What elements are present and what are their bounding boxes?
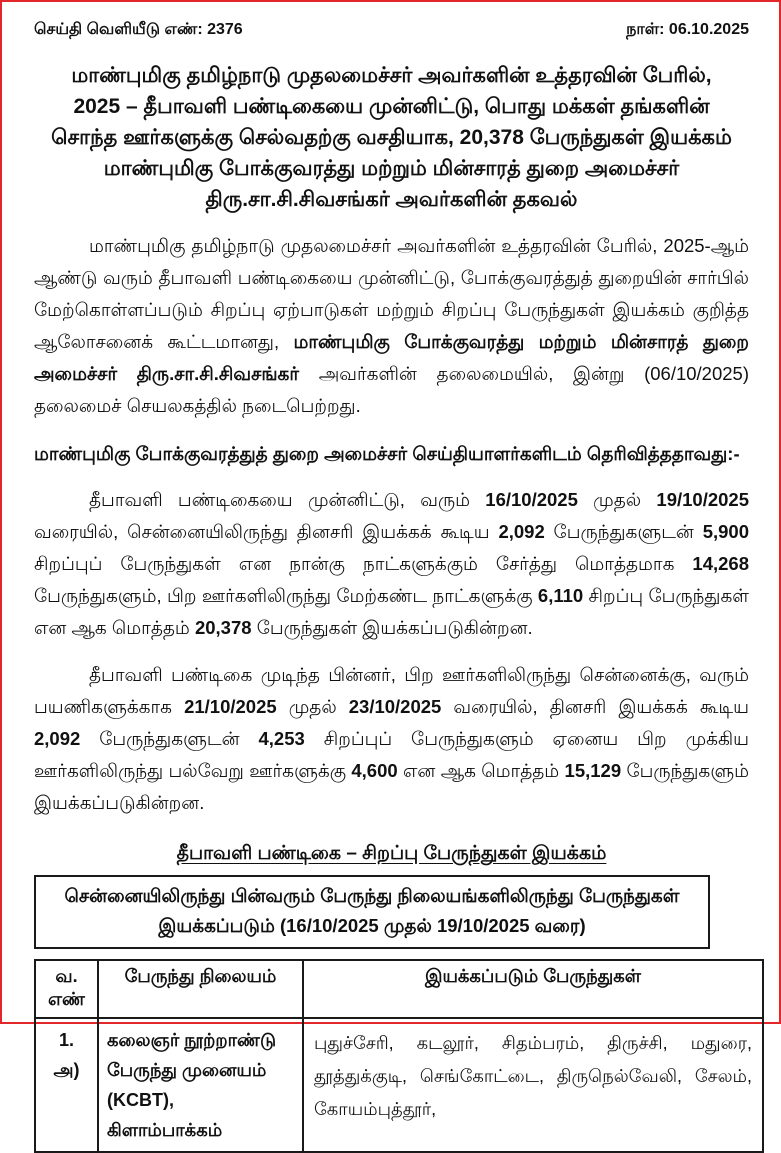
statement-line: மாண்புமிகு போக்குவரத்துத் துறை அமைச்சர் செய்தியாளர்களிடம் தெரிவித்ததாவது:- — [34, 443, 740, 464]
header-serial-number: வ. எண் — [35, 960, 98, 1018]
section-heading: தீபாவளி பண்டிகை – சிறப்பு பேருந்துகள் இயக்கம் — [176, 843, 607, 864]
title-line-5: திரு.சா.சி.சிவசங்கர் அவர்களின் தகவல் — [205, 188, 578, 211]
cell-destinations: புதுச்சேரி, கடலூர், சிதம்பரம், திருச்சி, மதுரை, தூத்துக்குடி, செங்கோட்டை, திருநெல்வேலி, சேலம், கோயம்புத்தூர், — [303, 1018, 763, 1152]
paragraph-return-buses: தீபாவளி பண்டிகை முடிந்த பின்னர், பிற ஊர்களிலிருந்து சென்னைக்கு, வரும் பயணிகளுக்காக 21/10/2025 முதல் 23/10/2025 வரையில், தினசரி இயக்கக் கூடிய 2,092 பேருந்துகளுடன் 4,253 சிறப்புப் பேருந்துகளும் ஏனைய பிற முக்கிய ஊர்களிலிருந்து பல்வேறு ஊர்களுக்கு 4,600 என ஆக மொத்தம் 15,129 பேருந்துகளும் இயக்கப்படுகின்றன. — [34, 664, 749, 813]
header-operated-buses: இயக்கப்படும் பேருந்துகள் — [303, 960, 763, 1018]
title-line-2: 2025 – தீபாவளி பண்டிகையை முன்னிட்டு, பொது மக்கள் தங்களின் — [73, 95, 710, 118]
header-bus-station: பேருந்து நிலையம் — [98, 960, 303, 1018]
press-title — [34, 60, 749, 215]
bus-operations-table — [34, 959, 764, 1153]
notice-box-line-1: சென்னையிலிருந்து பின்வரும் பேருந்து நிலையங்களிலிருந்து பேருந்துகள் — [64, 885, 680, 906]
table-row — [35, 1018, 763, 1152]
document-header — [34, 20, 749, 40]
table-header-row — [35, 960, 763, 1018]
paragraph-outbound-buses: தீபாவளி பண்டிகையை முன்னிட்டு, வரும் 16/10/2025 முதல் 19/10/2025 வரையில், சென்னையிலிருந்து தினசரி இயக்கக் கூடிய 2,092 பேருந்துகளுடன் 5,900 சிறப்புப் பேருந்துகள் என நான்கு நாட்களுக்கும் சேர்த்து மொத்தமாக 14,268 பேருந்துகளும், பிற ஊர்களிலிருந்து மேற்கண்ட நாட்களுக்கு 6,110 சிறப்பு பேருந்துகள் என ஆக மொத்தம் 20,378 பேருந்துகள் இயக்கப்படுகின்றன. — [34, 489, 749, 638]
title-line-1: மாண்புமிகு தமிழ்நாடு முதலமைச்சர் அவர்களின் உத்தரவின் பேரில், — [71, 64, 712, 87]
release-date: நாள்: 06.10.2025 — [626, 21, 749, 38]
cell-serial-number: 1. அ) — [35, 1018, 98, 1152]
paragraph-meeting: மாண்புமிகு தமிழ்நாடு முதலமைச்சர் அவர்களின் உத்தரவின் பேரில், 2025-ஆம் ஆண்டு வரும் தீபாவளி பண்டிகையை முன்னிட்டு, போக்குவரத்துத் துறையின் சார்பில் மேற்கொள்ளப்படும் சிறப்பு ஏற்பாடுகள் மற்றும் சிறப்பு பேருந்துகள் இயக்கம் குறித்த ஆலோசனைக் கூட்டமானது, மாண்புமிகு போக்குவரத்து மற்றும் மின்சாரத் துறை அமைச்சர் திரு.சா.சி.சிவசங்கர் அவர்களின் தலைமையில், இன்று (06/10/2025) தலைமைச் செயலகத்தில் நடைபெற்றது. — [34, 235, 749, 416]
notice-box-line-2: இயக்கப்படும் (16/10/2025 முதல் 19/10/2025 வரை) — [158, 915, 586, 936]
title-line-4: மாண்புமிகு போக்குவரத்து மற்றும் மின்சாரத் துறை அமைச்சர் — [103, 157, 680, 180]
release-number: செய்தி வெளியீடு எண்: 2376 — [34, 21, 243, 38]
notice-box — [34, 875, 710, 949]
title-line-3: சொந்த ஊர்களுக்கு செல்வதற்கு வசதியாக, 20,378 பேருந்துகள் இயக்கம் — [51, 126, 732, 149]
cell-bus-station: கலைஞர் நூற்றாண்டு பேருந்து முனையம் (KCBT), கிளாம்பாக்கம் — [98, 1018, 303, 1152]
